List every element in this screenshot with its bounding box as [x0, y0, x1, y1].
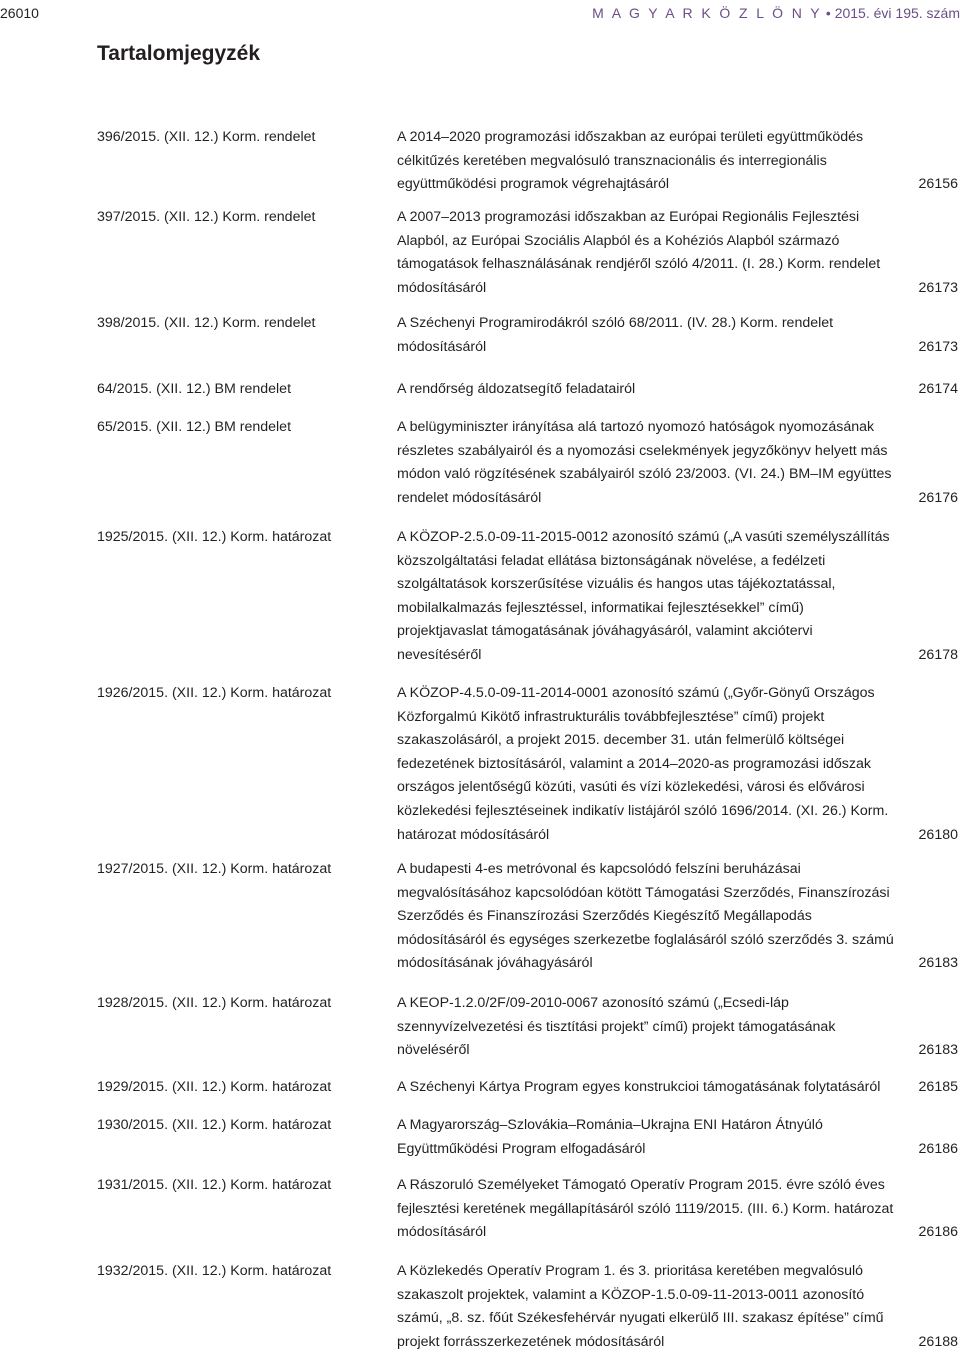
- entry-reference: 396/2015. (XII. 12.) Korm. rendelet: [97, 129, 316, 145]
- page-number: 26010: [0, 5, 39, 21]
- entry-reference: 1926/2015. (XII. 12.) Korm. határozat: [97, 685, 332, 701]
- entry-page-number: 26183: [918, 1042, 958, 1059]
- toc-entry: [97, 378, 960, 402]
- entry-title: A rendőrség áldozatsegítő feladatairól: [397, 381, 636, 397]
- entry-title: A 2007–2013 programozási időszakban az Európai Regionális Fejlesztési Alapból, az Európai Szociális Alapból és a Kohéziós Alapból származó támogatások felhasználásának rendjéről szóló 4/2011. (I. 28.) Korm. rendelet módosításáról: [397, 209, 881, 296]
- toc-entry: [97, 858, 960, 976]
- entry-page-number: 26185: [918, 1079, 958, 1095]
- entry-page-number: 26180: [918, 826, 958, 843]
- entry-page-number: 26174: [918, 381, 958, 397]
- toc-entry: [97, 416, 960, 510]
- entry-page-number: 26173: [918, 338, 958, 355]
- toc-entry: [97, 526, 960, 668]
- toc-entry: [97, 1260, 960, 1354]
- entry-title: A Magyarország–Szlovákia–Románia–Ukrajna ENI Határon Átnyúló Együttműködési Program elfogadásáról: [397, 1117, 823, 1157]
- toc-entry: [97, 206, 960, 300]
- entry-reference: 1930/2015. (XII. 12.) Korm. határozat: [97, 1117, 332, 1133]
- toc-entry: [97, 312, 960, 359]
- entry-page-number: 26173: [918, 279, 958, 296]
- entry-page-number: 26178: [918, 646, 958, 663]
- entry-reference: 1931/2015. (XII. 12.) Korm. határozat: [97, 1177, 332, 1193]
- toc-entry: [97, 992, 960, 1063]
- toc-entry: [97, 682, 960, 847]
- toc-entry: [97, 1174, 960, 1245]
- journal-issue: M A G Y A R K Ö Z L Ö N Y • 2015. évi 195. szám: [592, 5, 960, 21]
- page-header: [0, 0, 960, 26]
- entry-reference: 1929/2015. (XII. 12.) Korm. határozat: [97, 1079, 332, 1095]
- entry-reference: 64/2015. (XII. 12.) BM rendelet: [97, 381, 292, 397]
- entry-reference: 65/2015. (XII. 12.) BM rendelet: [97, 419, 292, 435]
- entry-title: A Széchenyi Programirodákról szóló 68/2011. (IV. 28.) Korm. rendelet módosításáról: [397, 315, 834, 355]
- toc-entry: [97, 1114, 960, 1161]
- entry-reference: 1925/2015. (XII. 12.) Korm. határozat: [97, 529, 332, 545]
- entry-page-number: 26156: [918, 176, 958, 193]
- entry-title: A Rászoruló Személyeket Támogató Operatív Program 2015. évre szóló éves fejlesztési keretének megállapításáról szóló 1119/2015. (III. 6.) Korm. határozat módosításáról: [397, 1177, 894, 1241]
- entry-page-number: 26186: [918, 1140, 958, 1157]
- entry-title: A KÖZOP-4.5.0-09-11-2014-0001 azonosító számú („Győr-Gönyű Országos Közforgalmú Kikötő infrastrukturális továbbfejlesztése” című) projekt szakaszolásáról, a projekt 2015. december 31. után felmerülő költségei fedezetének biztosításáról, valamint a 2014–2020-as programozási időszak országos jelentőségű közúti, vasúti és vízi közlekedési, városi és elővárosi közlekedési fejlesztéseinek indikatív listájáról szóló 1696/2014. (XI. 26.) Korm. határozat módosításáról: [397, 685, 889, 843]
- toc-entry: [97, 126, 960, 197]
- entry-title: A Széchenyi Kártya Program egyes konstrukcioi támogatásának folytatásáról: [397, 1079, 881, 1095]
- entry-title: A budapesti 4-es metróvonal és kapcsolódó felszíni beruházásai megvalósításához kapcsolódóan kötött Támogatási Szerződés, Finanszírozási Szerződés és Finanszírozási Szerződés Kiegészítő Megállapodás módosításáról és egységes szerkezetbe foglalásáról szóló szerződés 3. számú módosításának jóváhagyásáról: [397, 861, 894, 972]
- entry-title: A 2014–2020 programozási időszakban az európai területi együttműködés célkitűzés keretében megvalósuló transznacionális és interregionális együttműködési programok végrehajtásáról: [397, 129, 864, 193]
- entry-title: A KÖZOP-2.5.0-09-11-2015-0012 azonosító számú („A vasúti személyszállítás közszolgáltatási feladat ellátása biztonságának növelése, a fedélzeti szolgáltatások korszerűsítése vizuális és hangos utas tájékoztatással, mobilalkalmazás fejlesztéssel, informatikai fejlesztésekkel” című) projektjavaslat támogatásának jóváhagyásáról, valamint akciótervi nevesítéséről: [397, 529, 890, 663]
- entry-title: A belügyminiszter irányítása alá tartozó nyomozó hatóságok nyomozásának részletes szabályairól és a nyomozási cselekmények jegyzőkönyv helyett más módon való rögzítésének szabályairól szóló 23/2003. (VI. 24.) BM–IM együttes rendelet módosításáról: [397, 419, 892, 506]
- entry-reference: 1927/2015. (XII. 12.) Korm. határozat: [97, 861, 332, 877]
- entry-reference: 1928/2015. (XII. 12.) Korm. határozat: [97, 995, 332, 1011]
- entry-reference: 398/2015. (XII. 12.) Korm. rendelet: [97, 315, 316, 331]
- entry-reference: 397/2015. (XII. 12.) Korm. rendelet: [97, 209, 316, 225]
- entry-title: A Közlekedés Operatív Program 1. és 3. prioritása keretében megvalósuló szakaszolt projektek, valamint a KÖZOP-1.5.0-09-11-2013-0011 azonosító számú, „8. sz. főút Székesfehérvár nyugati elkerülő III. szakasz építése” című projekt forrásszerkezetének módosításáról: [397, 1263, 884, 1350]
- issue-label: 2015. évi 195. szám: [834, 5, 960, 21]
- entry-page-number: 26188: [918, 1333, 958, 1350]
- entry-title: A KEOP-1.2.0/2F/09-2010-0067 azonosító számú („Ecsedi-láp szennyvízelvezetési és tisztítási projekt” című) projekt támogatásának növeléséről: [397, 995, 836, 1059]
- toc-entry: [97, 1076, 960, 1100]
- journal-name: M A G Y A R K Ö Z L Ö N Y: [592, 5, 823, 21]
- page-title: Tartalomjegyzék: [97, 42, 261, 65]
- entry-page-number: 26183: [918, 955, 958, 972]
- entry-page-number: 26186: [918, 1224, 958, 1241]
- entry-page-number: 26176: [918, 489, 958, 506]
- entry-reference: 1932/2015. (XII. 12.) Korm. határozat: [97, 1263, 332, 1279]
